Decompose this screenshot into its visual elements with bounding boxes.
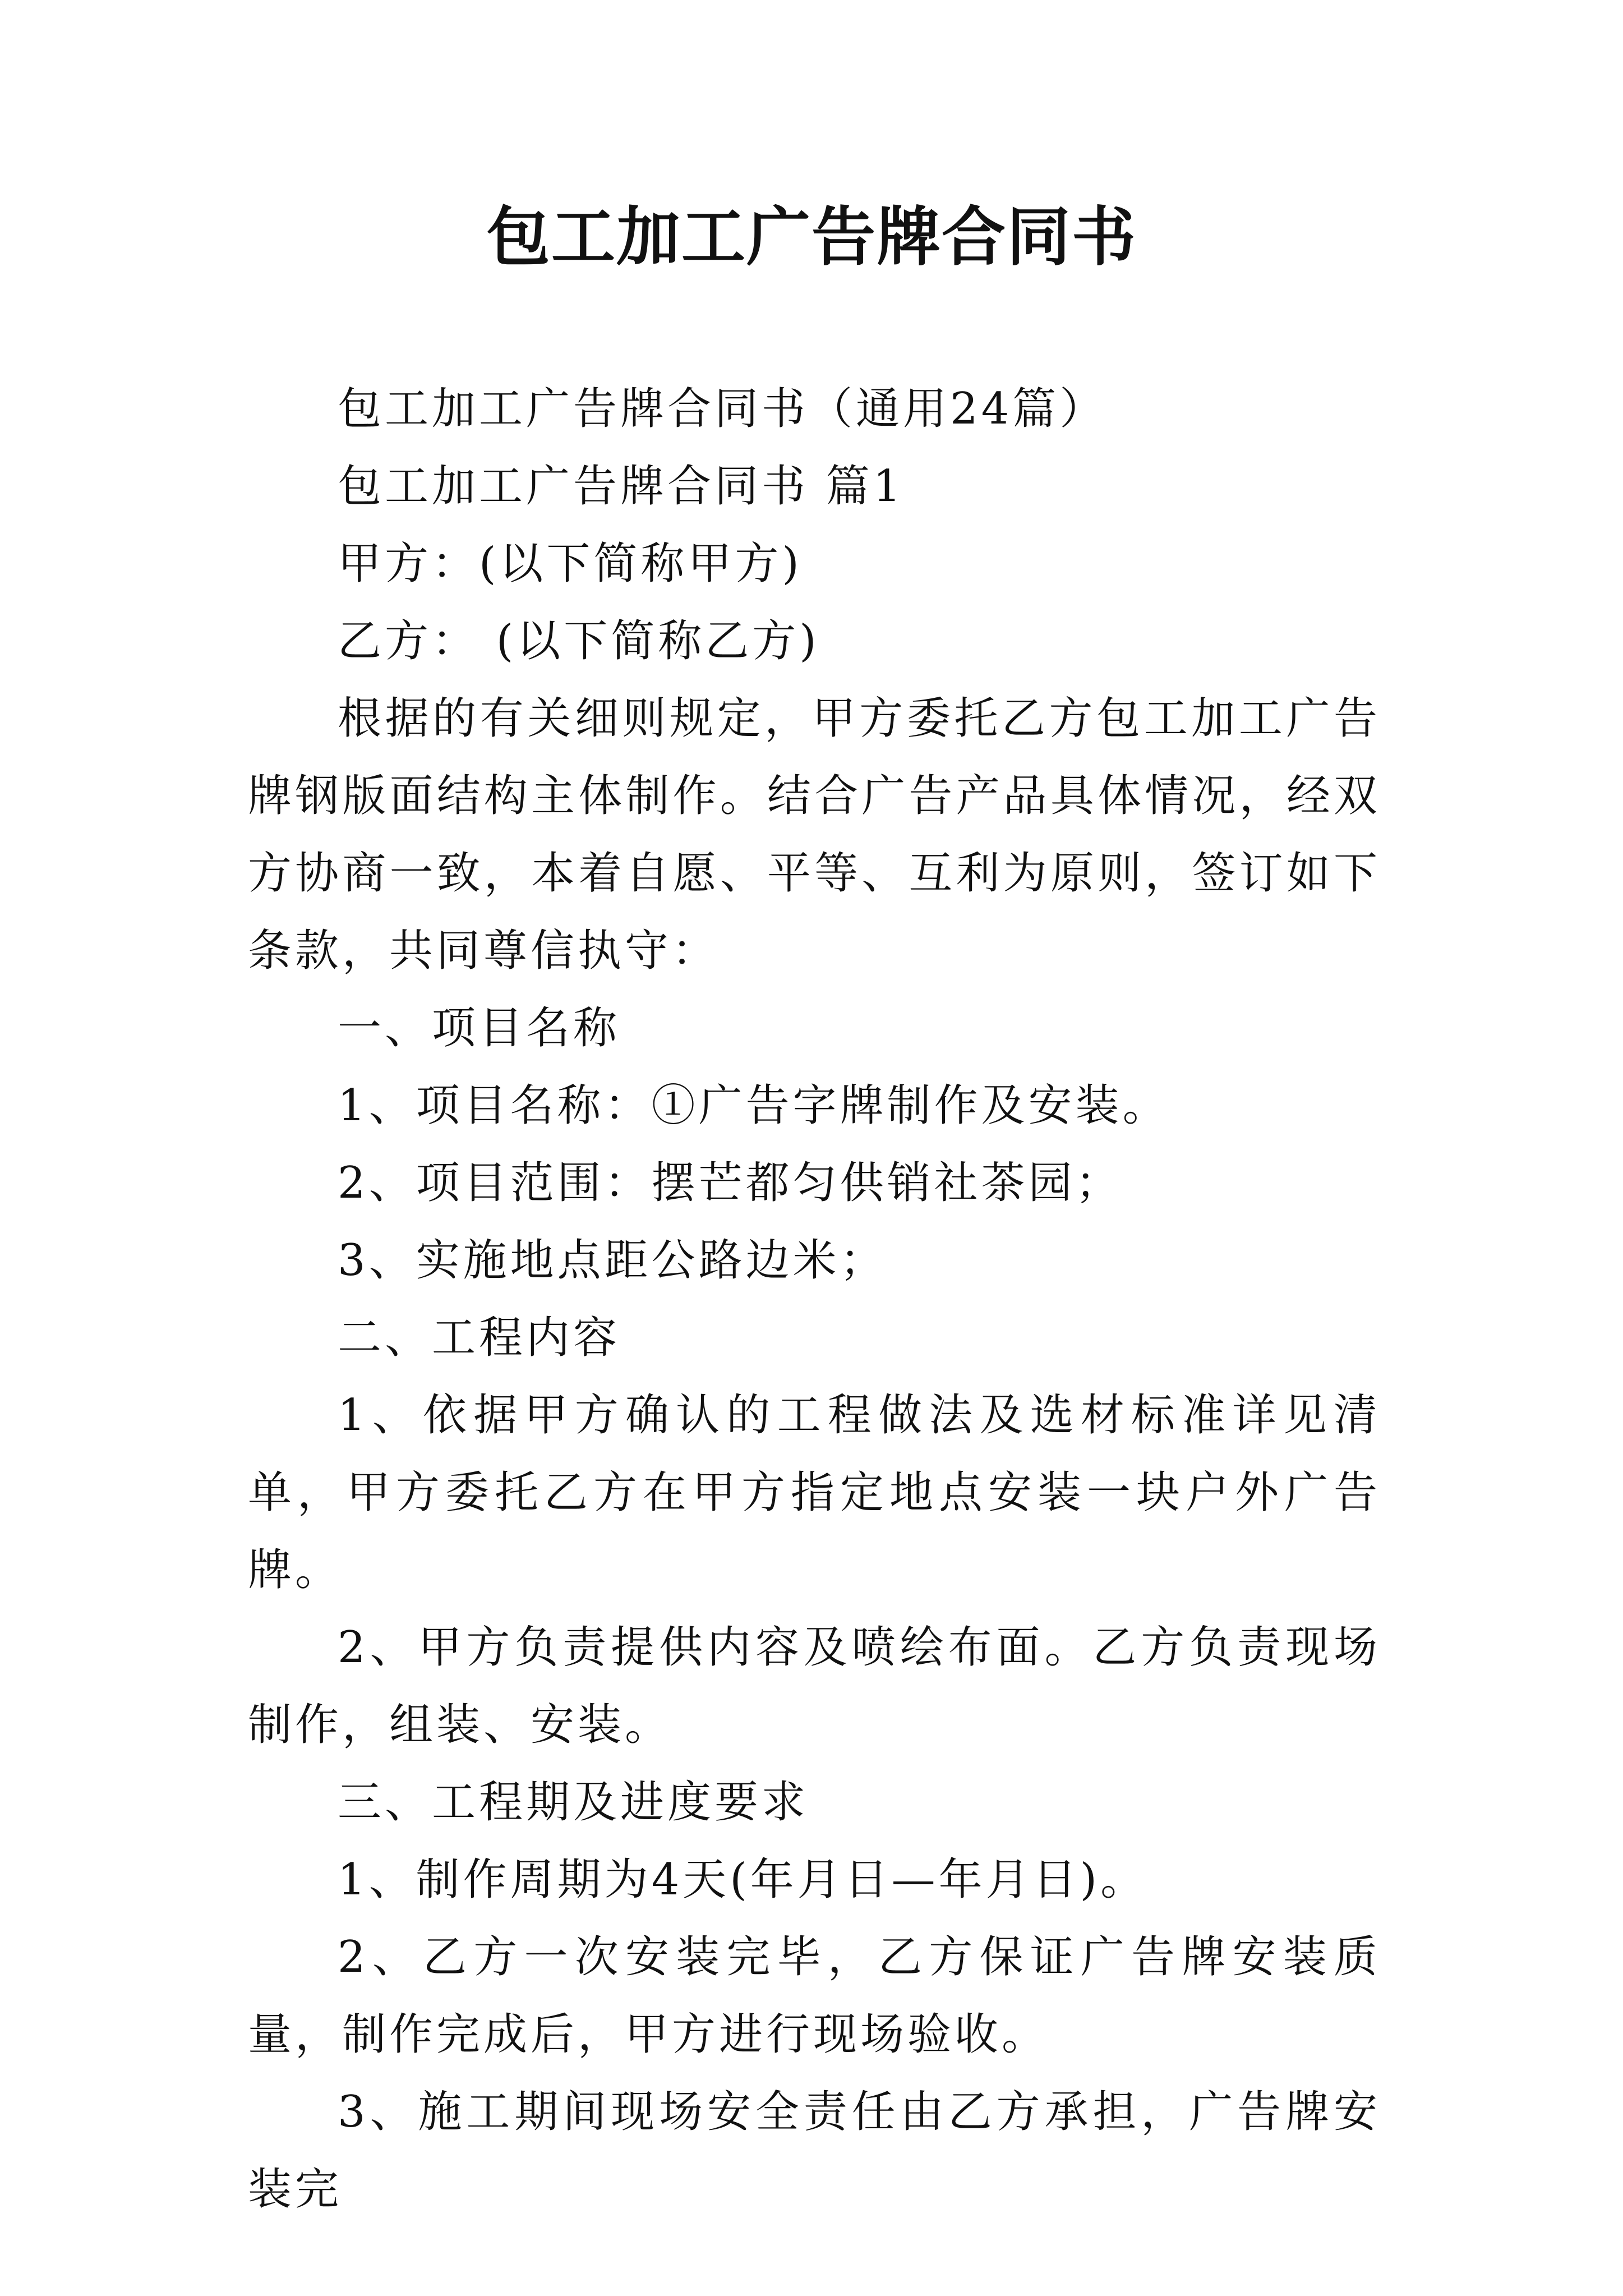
paragraph-subtitle: 包工加工广告牌合同书（通用24篇） [338, 384, 1107, 434]
paragraph-work-content-2: 2、甲方负责提供内容及喷绘布面。乙方负责现场制作，组装、安装。 [248, 1622, 1381, 1750]
document-title: 包工加工广告牌合同书 [486, 199, 1137, 274]
paragraph-section-heading: 包工加工广告牌合同书 篇1 [338, 461, 905, 512]
paragraph-work-content-1: 1、依据甲方确认的工程做法及选材标准详见清单，甲方委托乙方在甲方指定地点安装一块户外广告牌。 [248, 1390, 1381, 1595]
paragraph-project-scope: 2、项目范围：摆芒都匀供销社茶园； [338, 1158, 1123, 1208]
heading-schedule: 三、工程期及进度要求 [338, 1777, 809, 1828]
paragraph-schedule-2: 2、乙方一次安装完毕，乙方保证广告牌安装质量，制作完成后，甲方进行现场验收。 [248, 1932, 1381, 2060]
paragraph-site-location: 3、实施地点距公路边米； [338, 1235, 887, 1286]
paragraph-party-b: 乙方： (以下简称乙方) [338, 616, 820, 666]
paragraph-schedule-3: 3、施工期间现场安全责任由乙方承担，广告牌安装完 [248, 2087, 1381, 2215]
paragraph-party-a: 甲方：(以下简称甲方) [338, 539, 803, 589]
paragraph-preamble: 根据的有关细则规定，甲方委托乙方包工加工广告牌钢版面结构主体制作。结合广告产品具体情况，经双方协商一致，本着自愿、平等、互利为原则，签订如下条款，共同尊信执守： [248, 693, 1381, 976]
paragraph-schedule-1: 1、制作周期为4天(年月日—年月日)。 [338, 1855, 1148, 1905]
heading-work-content: 二、工程内容 [338, 1313, 621, 1363]
document-body [248, 370, 1381, 2228]
paragraph-project-name: 1、项目名称：①广告字牌制作及安装。 [338, 1080, 1170, 1131]
heading-project-name: 一、项目名称 [338, 1003, 621, 1053]
